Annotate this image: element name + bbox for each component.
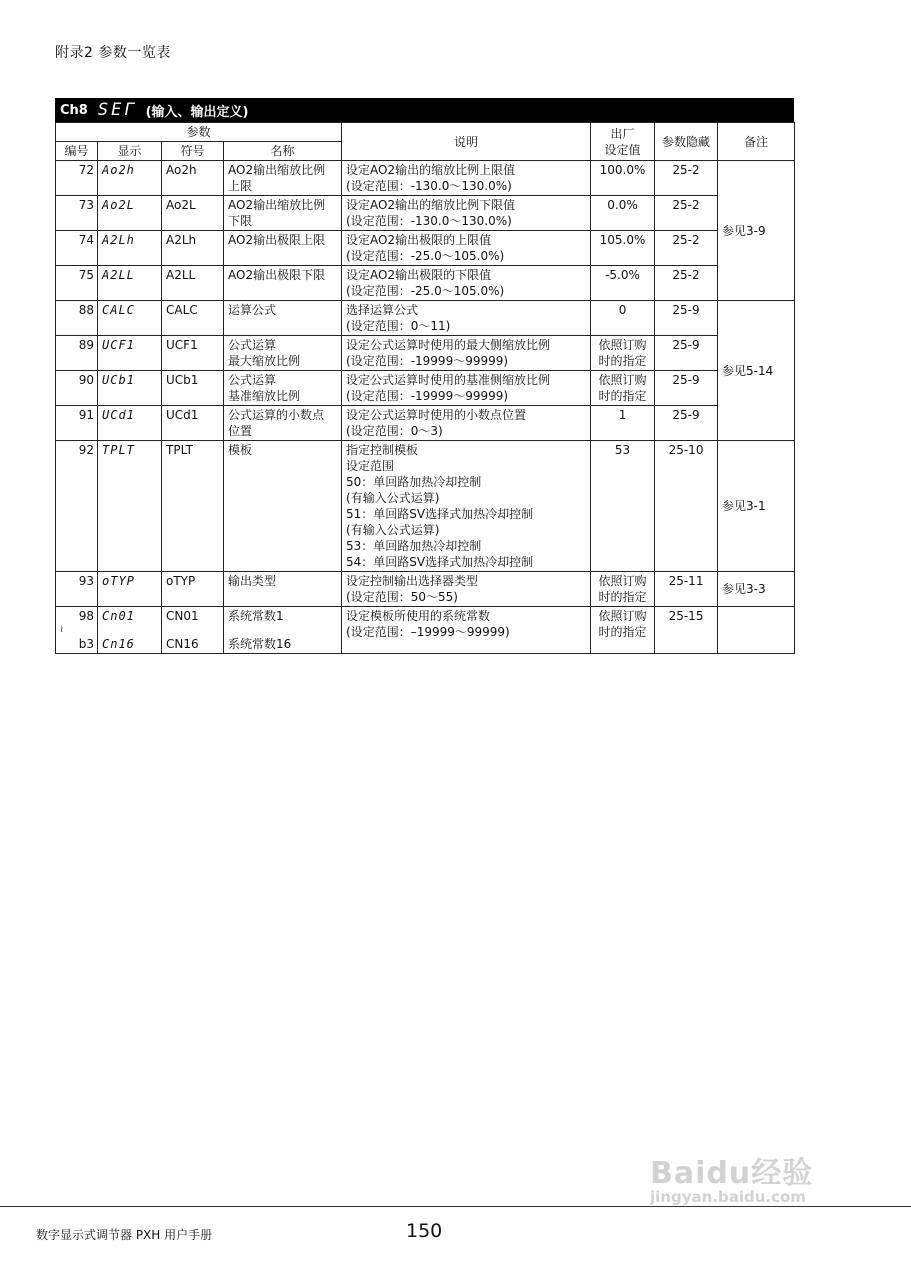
page-header: 附录2 参数一览表 bbox=[55, 45, 171, 61]
row-hidden: 25-2 bbox=[655, 266, 718, 301]
row-symbol: UCb1 bbox=[162, 371, 224, 406]
footer-rule bbox=[0, 1206, 911, 1207]
row-display: UCb1 bbox=[98, 371, 162, 406]
row-symbol-range bbox=[162, 607, 224, 654]
row-default: 1 bbox=[591, 406, 655, 441]
row-display: oTYP bbox=[98, 572, 162, 607]
row-default: 依照订购 时的指定 bbox=[591, 336, 655, 371]
row-num-range bbox=[56, 607, 98, 654]
row-note: 参见3-3 bbox=[718, 572, 795, 607]
row-num-start: 98 bbox=[78, 609, 94, 623]
row-display: A2LL bbox=[98, 266, 162, 301]
row-display: UCF1 bbox=[98, 336, 162, 371]
row-desc: 设定公式运算时使用的基准侧缩放比例 (设定范围：-19999～99999) bbox=[342, 371, 591, 406]
channel-label: Ch8 bbox=[60, 102, 88, 118]
row-default: 105.0% bbox=[591, 231, 655, 266]
row-name: 运算公式 bbox=[224, 301, 342, 336]
row-display: Ao2L bbox=[98, 196, 162, 231]
row-display: CALC bbox=[98, 301, 162, 336]
header-symbol: 符号 bbox=[162, 142, 224, 161]
row-note: 参见3-1 bbox=[718, 441, 795, 572]
row-hidden: 25-2 bbox=[655, 161, 718, 196]
row-name: AO2输出缩放比例 下限 bbox=[224, 196, 342, 231]
row-hidden: 25-15 bbox=[655, 607, 718, 654]
header-name: 名称 bbox=[224, 142, 342, 161]
row-display-range bbox=[98, 607, 162, 654]
header-desc: 说明 bbox=[342, 123, 591, 161]
row-name: AO2输出极限下限 bbox=[224, 266, 342, 301]
row-hidden: 25-9 bbox=[655, 336, 718, 371]
table-row bbox=[56, 301, 795, 336]
row-desc: 选择运算公式 (设定范围：0～11) bbox=[342, 301, 591, 336]
row-desc: 设定公式运算时使用的最大侧缩放比例 (设定范围：-19999～99999) bbox=[342, 336, 591, 371]
row-display: Ao2h bbox=[98, 161, 162, 196]
row-desc: 设定模板所使用的系统常数 (设定范围：–19999～99999) bbox=[342, 607, 591, 654]
row-desc: 设定公式运算时使用的小数点位置 (设定范围：0～3) bbox=[342, 406, 591, 441]
row-default: 0.0% bbox=[591, 196, 655, 231]
row-note: 参见3-9 bbox=[718, 161, 795, 301]
row-name: 模板 bbox=[224, 441, 342, 572]
row-desc: 设定控制输出选择器类型 (设定范围：50～55) bbox=[342, 572, 591, 607]
row-default: 依照订购 时的指定 bbox=[591, 572, 655, 607]
row-hidden: 25-9 bbox=[655, 371, 718, 406]
row-name-range bbox=[224, 607, 342, 654]
row-default: 100.0% bbox=[591, 161, 655, 196]
row-symbol: CALC bbox=[162, 301, 224, 336]
row-symbol: oTYP bbox=[162, 572, 224, 607]
table-row bbox=[56, 161, 795, 196]
row-symbol-start: CN01 bbox=[166, 609, 199, 623]
row-num: 72 bbox=[56, 161, 98, 196]
section-title: (输入、输出定义) bbox=[145, 104, 249, 120]
row-symbol: Ao2L bbox=[162, 196, 224, 231]
row-hidden: 25-2 bbox=[655, 231, 718, 266]
row-display-end: Cn16 bbox=[102, 637, 135, 651]
row-num: 90 bbox=[56, 371, 98, 406]
table-row bbox=[56, 371, 795, 406]
baidu-watermark bbox=[650, 1148, 813, 1192]
header-note: 备注 bbox=[718, 123, 795, 161]
row-display: TPLT bbox=[98, 441, 162, 572]
header-param: 参数 bbox=[56, 123, 342, 142]
row-desc: 指定控制模板 设定范围 50：单回路加热冷却控制 (有输入公式运算) 51：单回路SV选择式加热冷却控制 (有输入公式运算) 53：单回路加热冷却控制 54：单回路SV选择式加热冷却控制 bbox=[342, 441, 591, 572]
section-title-bar bbox=[55, 98, 794, 122]
row-hidden: 25-9 bbox=[655, 301, 718, 336]
row-num: 93 bbox=[56, 572, 98, 607]
table-row bbox=[56, 266, 795, 301]
row-symbol: TPLT bbox=[162, 441, 224, 572]
row-name: AO2输出缩放比例 上限 bbox=[224, 161, 342, 196]
row-default: 0 bbox=[591, 301, 655, 336]
row-desc: 设定AO2输出的缩放比例上限值 (设定范围：-130.0～130.0%) bbox=[342, 161, 591, 196]
row-name: 公式运算的小数点 位置 bbox=[224, 406, 342, 441]
table-row bbox=[56, 572, 795, 607]
row-symbol: A2LL bbox=[162, 266, 224, 301]
watermark-brand: Baidu经验 bbox=[650, 1156, 814, 1191]
row-default: 53 bbox=[591, 441, 655, 572]
row-num: 74 bbox=[56, 231, 98, 266]
header-default: 出厂 设定值 bbox=[591, 123, 655, 161]
row-symbol: Ao2h bbox=[162, 161, 224, 196]
row-num: 75 bbox=[56, 266, 98, 301]
row-num: 89 bbox=[56, 336, 98, 371]
row-symbol: A2Lh bbox=[162, 231, 224, 266]
row-desc: 设定AO2输出极限的上限值 (设定范围：-25.0～105.0%) bbox=[342, 231, 591, 266]
row-note: 参见5-14 bbox=[718, 301, 795, 441]
row-symbol: UCF1 bbox=[162, 336, 224, 371]
row-name-start: 系统常数1 bbox=[228, 609, 284, 623]
row-name: 公式运算 最大缩放比例 bbox=[224, 336, 342, 371]
header-num: 编号 bbox=[56, 142, 98, 161]
table-row bbox=[56, 607, 795, 654]
row-name: AO2输出极限上限 bbox=[224, 231, 342, 266]
header-hidden: 参数隐藏 bbox=[655, 123, 718, 161]
row-name: 公式运算 基准缩放比例 bbox=[224, 371, 342, 406]
row-name: 输出类型 bbox=[224, 572, 342, 607]
table-row bbox=[56, 196, 795, 231]
page-number: 150 bbox=[406, 1220, 443, 1242]
row-num-range-mark: ≀ bbox=[60, 625, 64, 635]
table-row bbox=[56, 336, 795, 371]
table-row bbox=[56, 406, 795, 441]
row-num-end: b3 bbox=[78, 637, 94, 651]
row-symbol: UCd1 bbox=[162, 406, 224, 441]
watermark-url: jingyan.baidu.com bbox=[650, 1188, 806, 1206]
channel-code-display: SEΓ bbox=[97, 100, 138, 120]
row-hidden: 25-2 bbox=[655, 196, 718, 231]
row-display: A2Lh bbox=[98, 231, 162, 266]
row-default: 依照订购 时的指定 bbox=[591, 371, 655, 406]
row-note-empty bbox=[718, 607, 795, 654]
row-display-start: Cn01 bbox=[102, 609, 135, 623]
row-default: -5.0% bbox=[591, 266, 655, 301]
row-num: 92 bbox=[56, 441, 98, 572]
row-name-end: 系统常数16 bbox=[228, 637, 292, 651]
row-display: UCd1 bbox=[98, 406, 162, 441]
parameter-table bbox=[55, 122, 795, 654]
header-display: 显示 bbox=[98, 142, 162, 161]
row-default: 依照订购 时的指定 bbox=[591, 607, 655, 654]
row-desc: 设定AO2输出的缩放比例下限值 (设定范围：-130.0～130.0%) bbox=[342, 196, 591, 231]
footer-manual-title: 数字显示式调节器 PXH 用户手册 bbox=[36, 1228, 213, 1242]
row-hidden: 25-11 bbox=[655, 572, 718, 607]
row-num: 91 bbox=[56, 406, 98, 441]
row-num: 73 bbox=[56, 196, 98, 231]
table-row bbox=[56, 231, 795, 266]
row-desc: 设定AO2输出极限的下限值 (设定范围：-25.0～105.0%) bbox=[342, 266, 591, 301]
parameter-table-section bbox=[55, 98, 794, 654]
table-row bbox=[56, 441, 795, 572]
row-num: 88 bbox=[56, 301, 98, 336]
row-hidden: 25-10 bbox=[655, 441, 718, 572]
row-symbol-end: CN16 bbox=[166, 637, 199, 651]
row-hidden: 25-9 bbox=[655, 406, 718, 441]
